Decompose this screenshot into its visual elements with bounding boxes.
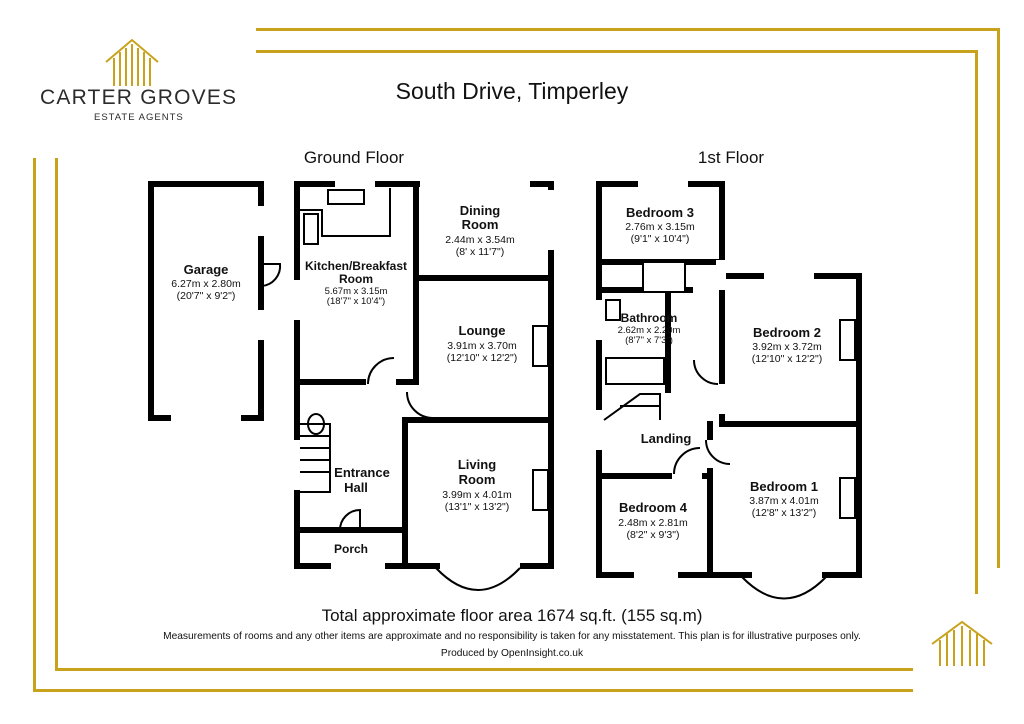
landing-name: Landing	[640, 431, 692, 446]
living-name-2: Room	[458, 472, 496, 487]
brand-name: CARTER GROVES	[40, 86, 238, 109]
dining-imperial: (8' x 11'7")	[455, 246, 505, 258]
dining-metric: 2.44m x 3.54m	[445, 234, 515, 246]
brand-subtitle: ESTATE AGENTS	[94, 112, 184, 123]
bath-name: Bathroom	[620, 311, 678, 325]
page-title: South Drive, Timperley	[395, 78, 629, 104]
dining-name-2: Room	[461, 217, 499, 232]
bed3-name: Bedroom 3	[626, 205, 694, 220]
bed3-metric: 2.76m x 3.15m	[625, 221, 695, 233]
disclaimer: Measurements of rooms and any other items are approximate and no responsibility is taken for any misstatement. This plan is for illustrative purposes only.	[163, 631, 861, 642]
bed1-imperial: (12'8" x 13'2")	[751, 507, 817, 519]
bath-metric: 2.62m x 2.20m	[617, 325, 681, 336]
kitchen-imperial: (18'7" x 10'4")	[326, 296, 386, 307]
produced-by: Produced by OpenInsight.co.uk	[440, 648, 584, 659]
bed1-metric: 3.87m x 4.01m	[749, 495, 819, 507]
bed4-name: Bedroom 4	[619, 500, 687, 515]
living-imperial: (13'1" x 13'2")	[444, 501, 510, 513]
kitchen-name-1: Kitchen/Breakfast	[304, 259, 408, 273]
hall-name-2: Hall	[344, 480, 368, 495]
living-metric: 3.99m x 4.01m	[442, 489, 512, 501]
bath-imperial: (8'7" x 7'3")	[625, 335, 673, 346]
ground-floor-label: Ground Floor	[303, 148, 405, 167]
porch-name: Porch	[333, 542, 369, 556]
bed1-name: Bedroom 1	[750, 479, 818, 494]
garage-name: Garage	[183, 262, 229, 277]
bed2-imperial: (12'10" x 12'2")	[751, 353, 823, 365]
bed4-imperial: (8'2" x 9'3")	[626, 529, 680, 541]
hall-name-1: Entrance	[334, 465, 390, 480]
living-name-1: Living	[457, 457, 497, 472]
dining-name-1: Dining	[459, 203, 501, 218]
kitchen-metric: 5.67m x 3.15m	[324, 286, 388, 297]
total-floor-area: Total approximate floor area 1674 sq.ft. (155 sq.m)	[321, 606, 703, 625]
bed2-metric: 3.92m x 3.72m	[752, 341, 822, 353]
lounge-imperial: (12'10" x 12'2")	[446, 352, 518, 364]
bed3-imperial: (9'1" x 10'4")	[630, 233, 690, 245]
kitchen-name-2: Room	[339, 272, 373, 286]
bed2-name: Bedroom 2	[753, 325, 821, 340]
first-floor-label: 1st Floor	[697, 148, 765, 167]
lounge-metric: 3.91m x 3.70m	[447, 340, 517, 352]
lounge-name: Lounge	[458, 323, 506, 338]
bed4-metric: 2.48m x 2.81m	[618, 517, 688, 529]
garage-imperial: (20'7" x 9'2")	[176, 290, 236, 302]
garage-metric: 6.27m x 2.80m	[171, 278, 241, 290]
